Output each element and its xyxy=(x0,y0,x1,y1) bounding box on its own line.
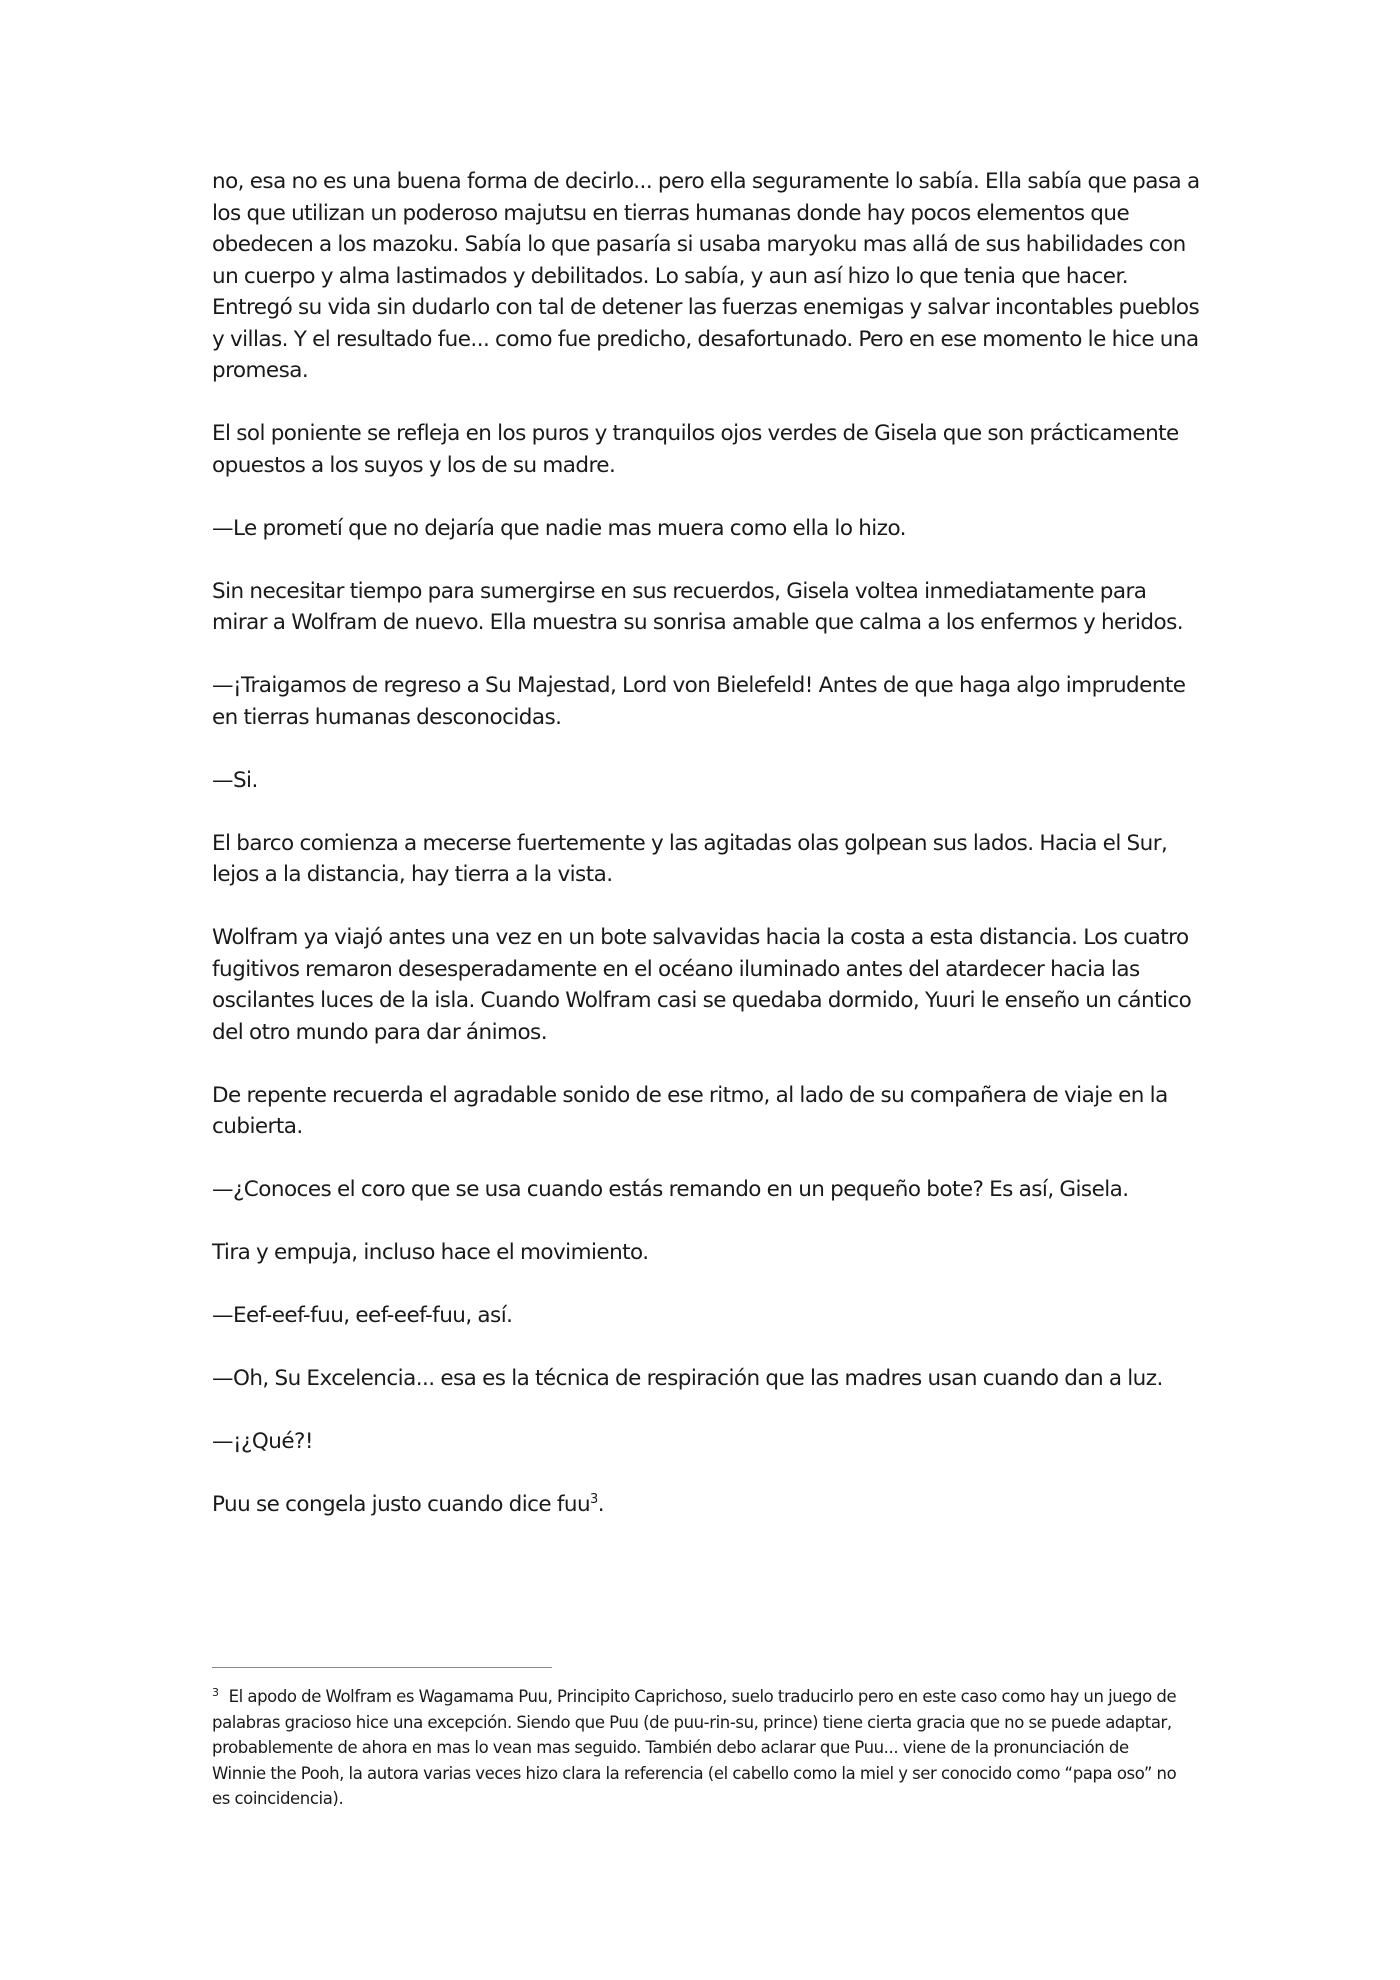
paragraph-15-end: . xyxy=(597,1492,605,1517)
paragraph-7: El barco comienza a mecerse fuertemente y las agitadas olas golpean sus lados. Hacia el Sur, lejos a la distancia, hay tierra a la vista. xyxy=(212,830,1168,887)
paragraph-6: —Si. xyxy=(212,767,258,793)
paragraph-15 xyxy=(212,1489,1202,1521)
paragraph-12: —Eef-eef-fuu, eef-eef-fuu, así. xyxy=(212,1303,513,1328)
paragraph-15-text: Puu se congela justo cuando dice fuu xyxy=(212,1492,591,1517)
footnote-divider xyxy=(212,1667,552,1668)
paragraph-8: Wolfram ya viajó antes una vez en un bote salvavidas hacia la costa a esta distancia. Los cuatro fugitivos remaron desesperadamente en el océano iluminado antes del atardecer hacia las oscilantes luces de la isla. Cuando Wolfram casi se quedaba dormido, Yuuri le enseño un cántico del otro mundo para dar ánimos. xyxy=(212,925,1192,1045)
paragraph-13: —Oh, Su Excelencia... esa es la técnica de respiración que las madres usan cuando dan a luz. xyxy=(212,1366,1163,1391)
footnote-reference[interactable]: 3 xyxy=(590,1491,598,1507)
footnote-mark: 3 xyxy=(212,1685,219,1699)
paragraph-14: —¡¿Qué?! xyxy=(212,1429,313,1454)
paragraph-1: no, esa no es una buena forma de decirlo... pero ella seguramente lo sabía. Ella sabía que pasa a los que utilizan un poderoso majutsu en tierras humanas donde hay pocos elementos que obedecen a los mazoku. Sabía lo que pasaría si usaba maryoku mas allá de sus habilidades con un cuerpo y alma lastimados y debilitados. Lo sabía, y aun así hizo lo que tenia que hacer. Entregó su vida sin dudarlo con tal de detener las fuerzas enemigas y salvar incontables pueblos y villas. Y el resultado fue... como fue predicho, desafortunado. Pero en ese momento le hice una promesa. xyxy=(212,169,1200,383)
paragraph-11: Tira y empuja, incluso hace el movimiento. xyxy=(212,1240,649,1265)
paragraph-10: —¿Conoces el coro que se usa cuando estás remando en un pequeño bote? Es así, Gisela. xyxy=(212,1177,1129,1202)
paragraph-9: De repente recuerda el agradable sonido de ese ritmo, al lado de su compañera de viaje en la cubierta. xyxy=(212,1082,1168,1139)
footnote xyxy=(212,1684,1187,1812)
page-body xyxy=(212,166,1202,1552)
paragraph-2: El sol poniente se refleja en los puros y tranquilos ojos verdes de Gisela que son prácticamente opuestos a los suyos y los de su madre. xyxy=(212,421,1179,478)
paragraph-5: —¡Traigamos de regreso a Su Majestad, Lord von Bielefeld! Antes de que haga algo imprudente en tierras humanas desconocidas. xyxy=(212,673,1186,730)
footnote-text: El apodo de Wolfram es Wagamama Puu, Principito Caprichoso, suelo traducirlo pero en este caso como hay un juego de palabras gracioso hice una excepción. Siendo que Puu (de puu-rin-su, prince) tiene cierta gracia que no se puede adaptar, probablemente de ahora en mas lo vean mas seguido. También debo aclarar que Puu... viene de la pronunciación de Winnie the Pooh, la autora varias veces hizo clara la referencia (el cabello como la miel y ser conocido como “papa oso” no es coincidencia). xyxy=(212,1687,1177,1808)
paragraph-3: —Le prometí que no dejaría que nadie mas muera como ella lo hizo. xyxy=(212,515,906,541)
paragraph-4: Sin necesitar tiempo para sumergirse en sus recuerdos, Gisela voltea inmediatamente para mirar a Wolfram de nuevo. Ella muestra su sonrisa amable que calma a los enfermos y heridos. xyxy=(212,578,1184,635)
